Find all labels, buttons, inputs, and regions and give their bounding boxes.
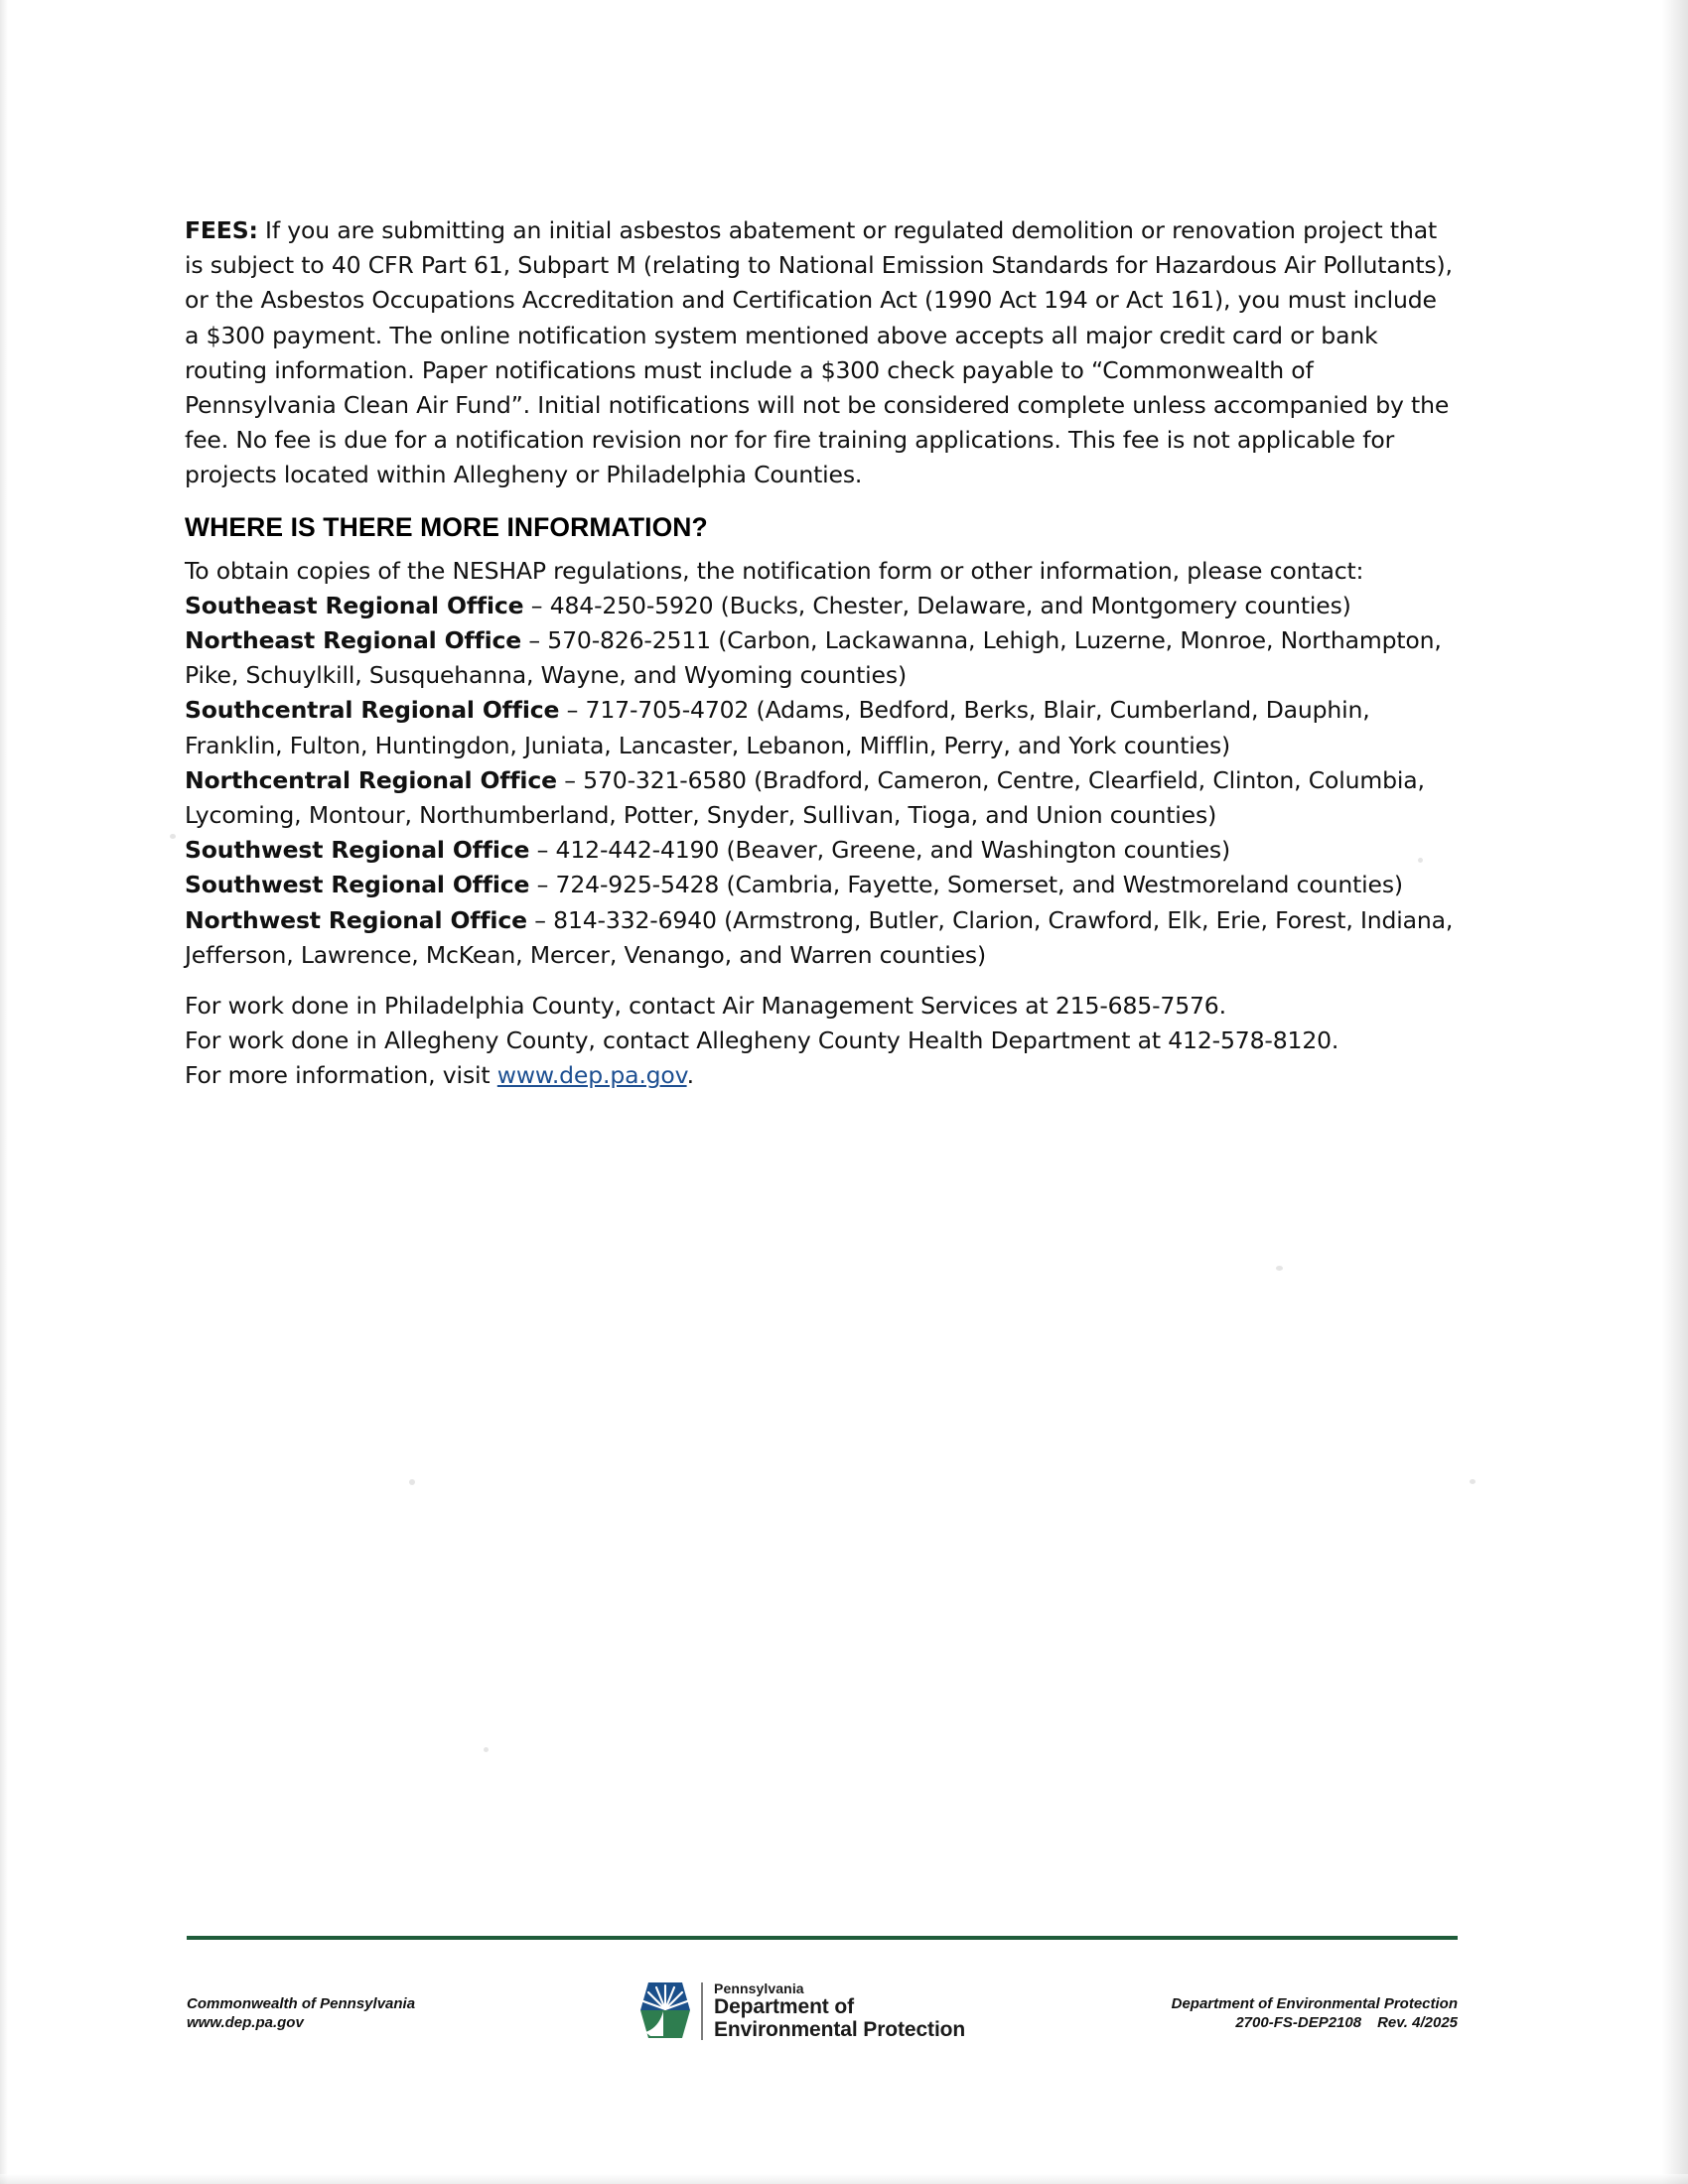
office-name: Southwest Regional Office xyxy=(185,871,530,899)
footer-right-block xyxy=(1172,1994,1458,2032)
office-name: Southeast Regional Office xyxy=(185,591,524,619)
page-footer xyxy=(187,1980,1458,2070)
scan-edge-bottom xyxy=(0,2174,1688,2184)
scan-speckle xyxy=(1470,1479,1476,1484)
office-detail: – 570-826-2511 (Carbon, Lackawanna, Lehigh, Luzerne, Monroe, Northampton, Pike, Schuylkill, Susquehanna, Wayne, and Wyoming counties) xyxy=(185,626,1442,690)
office-entry-southcentral xyxy=(185,693,1458,762)
pennsylvania-keystone-logo-icon xyxy=(638,1980,692,2042)
footer-commonwealth-label: Commonwealth of Pennsylvania xyxy=(187,1995,416,2012)
dep-website-link[interactable]: www.dep.pa.gov xyxy=(496,1061,687,1090)
office-name: Northeast Regional Office xyxy=(185,626,522,655)
office-name: Southwest Regional Office xyxy=(185,836,530,865)
fees-paragraph xyxy=(185,213,1458,493)
logo-divider xyxy=(701,1982,703,2040)
philadelphia-county-note: For work done in Philadelphia County, contact Air Management Services at 215-685-7576. xyxy=(185,992,1226,1021)
footer-revision: Rev. 4/2025 xyxy=(1377,2014,1458,2031)
county-contact-notes xyxy=(185,989,1458,1094)
office-entry-southeast xyxy=(185,589,1458,623)
logo-wordmark xyxy=(714,1981,965,2041)
logo-line-department-of: Department of xyxy=(714,1994,855,2018)
scan-speckle xyxy=(409,1479,415,1485)
office-detail: – 814-332-6940 (Armstrong, Butler, Clarion, Crawford, Elk, Erie, Forest, Indiana, Jefferson, Lawrence, McKean, Mercer, Venango, and Warren counties) xyxy=(185,905,1454,969)
more-info-suffix: . xyxy=(686,1061,694,1090)
fees-body: If you are submitting an initial asbestos abatement or regulated demolition or renovation project that is subject to 40 CFR Part 61, Subpart M (relating to National Emission Standards for Hazardous Air Pollutants), or the Asbestos Occupations Accreditation and Certification Act (1990 Act 194 or Act 161), you must include a $300 payment. The online notification system mentioned above accepts all major credit card or bank routing information. Paper notifications must include a $300 check payable to “Commonwealth of Pennsylvania Clean Air Fund”. Initial notifications will not be considered complete unless accompanied by the fee. No fee is due for a notification revision nor for fire training applications. This fee is not applicable for projects located within Allegheny or Philadelphia Counties. xyxy=(185,216,1453,489)
page-title: WHERE IS THERE MORE INFORMATION? xyxy=(185,511,708,542)
scan-speckle xyxy=(484,1747,489,1752)
office-entry-northeast xyxy=(185,623,1458,693)
contact-intro: To obtain copies of the NESHAP regulations, the notification form or other information, please contact: xyxy=(185,556,1364,585)
dep-logo-block xyxy=(638,1980,965,2042)
office-name: Southcentral Regional Office xyxy=(185,696,560,725)
fees-label: FEES: xyxy=(185,216,258,244)
office-name: Northcentral Regional Office xyxy=(185,765,557,794)
scan-speckle xyxy=(170,834,176,839)
office-entry-northwest xyxy=(185,903,1458,973)
allegheny-county-note: For work done in Allegheny County, contact Allegheny County Health Department at 412-578-8120. xyxy=(185,1026,1339,1055)
office-detail: – 570-321-6580 (Bradford, Cameron, Centre, Clearfield, Clinton, Columbia, Lycoming, Montour, Northumberland, Potter, Snyder, Sullivan, Tioga, and Union counties) xyxy=(185,765,1425,830)
scan-speckle xyxy=(1276,1266,1283,1271)
footer-dep-url: www.dep.pa.gov xyxy=(187,2014,304,2031)
office-entry-southwest-2 xyxy=(185,868,1458,902)
footer-divider xyxy=(187,1936,1458,1940)
more-information-line xyxy=(185,1058,1458,1093)
document-body xyxy=(185,213,1458,1094)
office-entry-southwest-1 xyxy=(185,833,1458,868)
footer-left-block xyxy=(187,1994,415,2032)
office-detail: – 484-250-5920 (Bucks, Chester, Delaware, and Montgomery counties) xyxy=(523,591,1351,619)
footer-document-number: 2700-FS-DEP2108 xyxy=(1235,2014,1362,2031)
office-name: Northwest Regional Office xyxy=(185,905,527,934)
office-detail: – 412-442-4190 (Beaver, Greene, and Washington counties) xyxy=(529,836,1231,865)
scan-edge-left xyxy=(0,0,8,2184)
office-entry-northcentral xyxy=(185,763,1458,833)
logo-line-pennsylvania: Pennsylvania xyxy=(714,1979,804,1996)
footer-agency-name: Department of Environmental Protection xyxy=(1171,1995,1458,2012)
footer-document-id-line xyxy=(1172,2013,1458,2032)
office-detail: – 724-925-5428 (Cambria, Fayette, Somerset, and Westmoreland counties) xyxy=(529,871,1403,899)
regional-office-list xyxy=(185,589,1458,973)
scan-edge-right xyxy=(1662,0,1688,2184)
more-info-prefix: For more information, visit xyxy=(185,1061,497,1090)
logo-line-environmental-protection: Environmental Protection xyxy=(714,2017,966,2041)
office-detail: – 717-705-4702 (Adams, Bedford, Berks, Blair, Cumberland, Dauphin, Franklin, Fulton, Huntingdon, Juniata, Lancaster, Lebanon, Mifflin, Perry, and York counties) xyxy=(185,696,1370,759)
